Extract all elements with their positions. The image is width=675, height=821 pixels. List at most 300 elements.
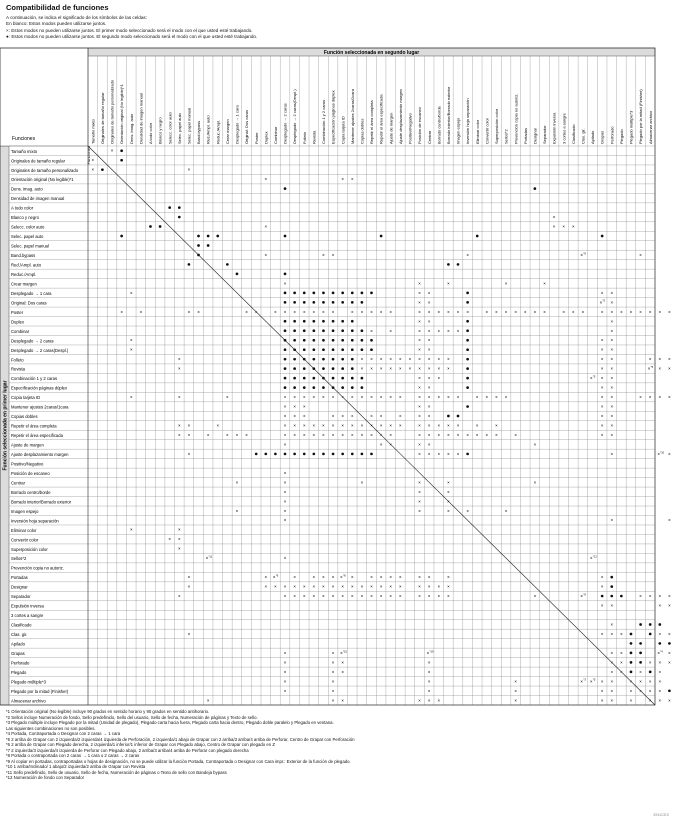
cell-dot-mark <box>466 301 469 304</box>
cell-dot-mark <box>639 652 642 655</box>
cell-x-mark: × <box>427 337 431 343</box>
cell-x-mark: × <box>456 451 460 457</box>
cell-dot-mark <box>322 453 325 456</box>
cell-x-mark: × <box>293 584 296 590</box>
row-label: Selecc. color auto <box>11 224 45 230</box>
column-header: Combinar <box>272 126 278 144</box>
cell-dot-mark <box>658 642 661 645</box>
cell-x-mark: × <box>418 280 421 286</box>
cell-dot-mark <box>303 358 306 361</box>
cell-x-mark: × <box>610 659 614 665</box>
cell-x-mark: × <box>447 584 450 590</box>
cell-x-mark: × <box>331 584 335 590</box>
cell-dot-mark <box>610 585 613 588</box>
cell-dot-mark <box>303 367 306 370</box>
cell-x-mark: × <box>648 593 652 599</box>
cell-x-mark: × <box>639 678 642 684</box>
row-label: Orientación original (No legible)*1 <box>11 177 74 183</box>
cell-x-mark: × <box>639 688 642 694</box>
cell-x-mark: × <box>187 423 191 428</box>
cell-x-mark: × <box>572 309 575 315</box>
cell-x-mark: × <box>178 394 181 400</box>
cell-x-mark: × <box>350 394 354 400</box>
cell-x-mark: × <box>658 394 662 400</box>
cell-x-mark: × <box>590 678 593 684</box>
cell-x-mark: × <box>447 489 450 495</box>
cell-x-mark: × <box>437 432 441 438</box>
cell-x-mark: × <box>639 252 642 258</box>
cell-x-mark: × <box>331 432 335 438</box>
cell-dot-mark <box>284 377 287 380</box>
cell-footnote-ref: *11 <box>208 555 213 559</box>
cell-dot-mark <box>159 225 162 228</box>
cell-dot-mark <box>351 348 354 351</box>
cell-x-mark: × <box>610 650 614 656</box>
cell-x-mark: × <box>370 394 373 400</box>
cell-x-mark: × <box>379 574 383 580</box>
cell-x-mark: × <box>427 318 431 324</box>
cell-x-mark: × <box>110 148 114 154</box>
cell-x-mark: × <box>610 290 614 296</box>
cell-x-mark: × <box>658 669 662 675</box>
cell-dot-mark <box>120 235 123 238</box>
cell-dot-mark <box>351 367 354 370</box>
cell-x-mark: × <box>379 584 383 590</box>
column-header: Inversión hoja separación <box>465 98 471 144</box>
cell-x-mark: × <box>178 536 181 542</box>
cell-x-mark: × <box>370 593 373 599</box>
cell-dot-mark <box>361 453 364 456</box>
cell-x-mark: × <box>283 309 287 315</box>
row-label: Grapas <box>11 650 25 656</box>
cell-x-mark: × <box>418 508 421 514</box>
cell-x-mark: × <box>418 423 421 428</box>
cell-x-mark: × <box>360 593 364 599</box>
cell-x-mark: × <box>668 631 671 637</box>
cell-dot-mark <box>293 339 296 342</box>
cell-x-mark: × <box>610 603 614 609</box>
cell-dot-mark <box>630 633 633 636</box>
row-label: Repetir el área especificada <box>11 433 63 439</box>
cell-dot-mark <box>341 367 344 370</box>
cell-x-mark: × <box>600 688 604 694</box>
cell-x-mark: × <box>264 584 268 590</box>
row-label: Especificación páginas dúplex <box>11 385 68 391</box>
row-label: Revista <box>11 366 25 372</box>
cell-x-mark: × <box>600 584 604 590</box>
cell-dot-mark <box>476 235 479 238</box>
cell-x-mark: × <box>581 309 585 315</box>
cell-x-mark: × <box>552 224 556 230</box>
cell-x-mark: × <box>331 697 335 703</box>
cell-x-mark: × <box>447 423 450 428</box>
cell-x-mark: × <box>447 366 450 372</box>
cell-x-mark: × <box>331 593 335 599</box>
cell-x-mark: × <box>610 423 614 428</box>
column-header: Duplex <box>263 131 269 144</box>
row-label: Imagen espejo <box>11 508 39 514</box>
row-label: Clasificado <box>11 622 32 628</box>
cell-x-mark: × <box>129 394 133 400</box>
cell-x-mark: × <box>427 451 431 457</box>
cell-x-mark: × <box>610 621 614 627</box>
cell-x-mark: × <box>599 299 603 305</box>
cell-x-mark: × <box>437 356 441 362</box>
column-header: Especificación páginas dúplex <box>330 90 336 144</box>
cell-dot-mark <box>341 301 344 304</box>
cell-x-mark: × <box>331 659 335 665</box>
column-header: Orientación original (No legible)*1 <box>119 84 125 144</box>
cell-dot-mark <box>284 367 287 370</box>
cell-x-mark: × <box>668 697 671 703</box>
cell-x-mark: × <box>533 309 537 315</box>
cell-dot-mark <box>370 339 373 342</box>
cell-dot-mark <box>601 595 604 598</box>
cell-footnote-ref: *10 <box>429 650 434 654</box>
cell-x-mark: × <box>427 659 431 665</box>
cell-x-mark: × <box>504 280 508 286</box>
footnote: Las siguientes combinaciones no son posibles. <box>6 725 96 731</box>
cell-x-mark: × <box>485 394 489 400</box>
second-header-label: Función seleccionada en segundo lugar <box>323 50 420 56</box>
row-label: Inversión hoja separación <box>11 518 59 524</box>
cell-x-mark: × <box>639 593 642 599</box>
row-label: Eliminar color <box>11 527 37 533</box>
cell-dot-mark <box>293 292 296 295</box>
cell-x-mark: × <box>360 394 364 400</box>
cell-x-mark: × <box>399 394 402 400</box>
cell-dot-mark <box>639 623 642 626</box>
cell-x-mark: × <box>523 309 527 315</box>
cell-x-mark: × <box>187 584 191 590</box>
intro-line: ×: Estos modos no pueden utilizarse juntos. El primer modo seleccionado será el modo con el que usted esté trabajando. <box>6 27 253 33</box>
cell-x-mark: × <box>620 309 623 315</box>
cell-x-mark: × <box>283 659 287 665</box>
cell-x-mark: × <box>340 650 343 656</box>
cell-x-mark: × <box>668 650 671 656</box>
corner-cell <box>0 48 88 146</box>
row-label: Band.bypass <box>11 253 36 259</box>
cell-dot-mark <box>284 320 287 323</box>
column-header: Red./Ampl. auto <box>205 115 211 144</box>
footnote: *10 1 arriba/Inclinado/ 1 abajo/2 izquierda/2 arriba de Grapar con Revista <box>6 764 146 769</box>
cell-dot-mark <box>351 329 354 332</box>
cell-dot-mark <box>341 320 344 323</box>
column-header: Repetir el área completa <box>369 100 375 144</box>
cell-x-mark: × <box>475 423 479 428</box>
cell-x-mark: × <box>447 328 450 334</box>
cell-x-mark: × <box>610 328 614 334</box>
cell-x-mark: × <box>360 584 364 590</box>
cell-x-mark: × <box>283 498 287 504</box>
cell-x-mark: × <box>129 527 133 533</box>
cell-x-mark: × <box>350 574 354 580</box>
cell-dot-mark <box>312 367 315 370</box>
cell-x-mark: × <box>283 479 287 485</box>
cell-x-mark: × <box>648 356 652 362</box>
row-label: Densidad de imagen manual <box>11 196 65 202</box>
cell-x-mark: × <box>514 309 517 315</box>
column-header: Prevención copia no autoriz. <box>513 93 519 144</box>
cell-x-mark: × <box>610 337 614 343</box>
cell-x-mark: × <box>600 375 604 381</box>
cell-x-mark: × <box>389 423 393 428</box>
footnote: *6 2 arriba de Grapar con Plegado derecha, 2 izquierda/1 inferior/1 inferior de Grapar con Plegado abajo, Centro de Grapar con plegado en Z <box>6 742 275 747</box>
cell-x-mark: × <box>418 479 421 485</box>
cell-x-mark: × <box>657 650 660 656</box>
footnote: *12 Numeración de fondo con Separador <box>6 775 85 780</box>
column-header: Copia tarjeta ID <box>340 116 346 144</box>
cell-x-mark: × <box>418 337 421 343</box>
cell-x-mark: × <box>293 309 296 315</box>
cell-dot-mark <box>466 329 469 332</box>
cell-x-mark: × <box>668 366 671 372</box>
intro-line: En blanco: Estos modos pueden utilizarse juntos. <box>6 21 107 27</box>
cell-x-mark: × <box>418 366 421 372</box>
cell-dot-mark <box>341 358 344 361</box>
column-header: Band.bypass <box>196 120 202 144</box>
cell-x-mark: × <box>427 697 431 703</box>
cell-x-mark: × <box>668 356 671 362</box>
cell-x-mark: × <box>437 328 441 334</box>
row-label: Combinar <box>11 328 30 334</box>
cell-x-mark: × <box>447 432 450 438</box>
cell-dot-mark <box>207 244 210 247</box>
cell-footnote-ref: *5 <box>602 299 605 303</box>
cell-dot-mark <box>236 273 239 276</box>
cell-x-mark: × <box>620 631 623 637</box>
row-label: Centrar <box>11 480 25 486</box>
row-label: Borrado interior/Borrado exterior <box>11 499 72 505</box>
cell-x-mark: × <box>447 508 450 514</box>
row-label: Dens. imag. auto <box>11 186 43 192</box>
cell-x-mark: × <box>495 432 498 438</box>
cell-x-mark: × <box>658 366 662 372</box>
row-label: Copia tarjeta ID <box>11 395 41 401</box>
cell-dot-mark <box>303 339 306 342</box>
cell-dot-mark <box>351 301 354 304</box>
cell-x-mark: × <box>293 394 296 400</box>
cell-x-mark: × <box>610 432 614 438</box>
cell-x-mark: × <box>91 167 95 173</box>
cell-footnote-ref: *4 <box>660 650 663 654</box>
cell-dot-mark <box>370 453 373 456</box>
cell-dot-mark <box>361 348 364 351</box>
cell-dot-mark <box>620 595 623 598</box>
cell-dot-mark <box>649 623 652 626</box>
cell-x-mark: × <box>302 432 306 438</box>
cell-x-mark: × <box>600 366 604 372</box>
cell-x-mark: × <box>658 603 662 609</box>
cell-footnote-ref: *5 <box>592 375 596 379</box>
column-header: Blanco y negro <box>157 117 163 144</box>
cell-x-mark: × <box>648 659 652 665</box>
row-label: Tamaño mixto <box>11 148 38 154</box>
cell-x-mark: × <box>178 432 181 438</box>
column-header: Borrado interior/Borrado exterior <box>445 86 451 144</box>
cell-x-mark: × <box>312 593 316 599</box>
cell-x-mark: × <box>379 432 383 438</box>
cell-x-mark: × <box>408 356 412 362</box>
cell-x-mark: × <box>389 394 393 400</box>
footnotes <box>6 709 355 781</box>
column-header: Positivo/Negativo <box>407 113 413 144</box>
cell-dot-mark <box>322 386 325 389</box>
cell-x-mark: × <box>668 451 671 457</box>
cell-dot-mark <box>293 320 296 323</box>
cell-x-mark: × <box>418 697 421 703</box>
cell-x-mark: × <box>168 536 171 542</box>
cell-x-mark: × <box>322 394 325 400</box>
cell-x-mark: × <box>312 394 316 400</box>
cell-x-mark: × <box>187 309 191 315</box>
row-label: Plegado por la mitad (Finisher) <box>11 688 69 694</box>
cell-x-mark: × <box>302 309 306 315</box>
cell-x-mark: × <box>427 385 431 391</box>
cell-x-mark: × <box>533 441 537 447</box>
cell-x-mark: × <box>178 423 181 428</box>
cell-dot-mark <box>284 386 287 389</box>
cell-x-mark: × <box>590 555 593 561</box>
cell-dot-mark <box>312 329 315 332</box>
cell-x-mark: × <box>447 309 450 315</box>
cell-x-mark: × <box>514 688 517 694</box>
cell-x-mark: × <box>426 650 430 656</box>
cell-x-mark: × <box>447 574 450 580</box>
column-header: Desplegado → 2 caras(Despl.) <box>292 89 298 144</box>
cell-x-mark: × <box>322 423 325 428</box>
cell-dot-mark <box>466 386 469 389</box>
cell-x-mark: × <box>379 441 383 447</box>
cell-x-mark: × <box>456 432 460 438</box>
cell-x-mark: × <box>533 593 537 599</box>
cell-x-mark: × <box>437 394 441 400</box>
cell-dot-mark <box>341 339 344 342</box>
cell-x-mark: × <box>293 404 296 410</box>
row-label: Crear margen <box>11 281 37 287</box>
cell-dot-mark <box>341 348 344 351</box>
cell-dot-mark <box>312 377 315 380</box>
cell-x-mark: × <box>341 697 344 703</box>
cell-x-mark: × <box>610 347 614 353</box>
cell-x-mark: × <box>610 678 614 684</box>
cell-x-mark: × <box>668 593 671 599</box>
cell-x-mark: × <box>427 366 431 372</box>
cell-x-mark: × <box>600 394 604 400</box>
cell-dot-mark <box>322 320 325 323</box>
column-header: Portadas <box>522 127 528 144</box>
cell-x-mark: × <box>657 451 660 457</box>
cell-x-mark: × <box>418 394 421 400</box>
cell-x-mark: × <box>226 394 229 400</box>
row-label: Reduc./Ampl. <box>11 271 37 277</box>
cell-x-mark: × <box>620 669 623 675</box>
column-header: Mantener ajustes 2caras/1cara <box>349 89 355 144</box>
cell-x-mark: × <box>504 309 508 315</box>
column-header: Poster <box>253 132 259 144</box>
cell-x-mark: × <box>580 678 584 684</box>
cell-dot-mark <box>351 320 354 323</box>
column-header: Ajuste desplazamiento margen <box>397 89 403 144</box>
footnote: *7 2 izquierda/3 izquierda/4 izquierda de Perforar con Plegado abajo, 2 arriba/3 arriba/4 arriba de Perforar con plegado derecha <box>6 747 249 753</box>
cell-x-mark: × <box>302 413 306 419</box>
cell-dot-mark <box>312 453 315 456</box>
cell-dot-mark <box>284 453 287 456</box>
cell-x-mark: × <box>341 593 344 599</box>
cell-x-mark: × <box>283 517 287 523</box>
cell-x-mark: × <box>302 423 306 428</box>
cell-x-mark: × <box>264 574 268 580</box>
cell-dot-mark <box>630 670 633 673</box>
cell-dot-mark <box>293 329 296 332</box>
cell-dot-mark <box>197 235 200 238</box>
cell-x-mark: × <box>427 299 431 305</box>
cell-x-mark: × <box>418 413 421 419</box>
cell-dot-mark <box>284 273 287 276</box>
cell-dot-mark <box>361 329 364 332</box>
cell-dot-mark <box>293 301 296 304</box>
cell-x-mark: × <box>475 432 479 438</box>
cell-dot-mark <box>332 320 335 323</box>
cell-x-mark: × <box>293 432 296 438</box>
cell-x-mark: × <box>283 669 287 675</box>
cell-dot-mark <box>332 453 335 456</box>
cell-dot-mark <box>149 225 152 228</box>
footnote: *3 Plegado múltiple incluye Plegado por la mitad (Unidad de plegado), Plegado carta hacia fuera, Plegado carta hacia dentro, Plegado doble paralelo y Plegado en ventana. <box>6 720 334 725</box>
cell-x-mark: × <box>341 176 344 182</box>
cell-x-mark: × <box>466 252 469 258</box>
cell-x-mark: × <box>283 423 287 428</box>
cell-dot-mark <box>361 292 364 295</box>
cell-x-mark: × <box>283 489 287 495</box>
cell-x-mark: × <box>341 432 344 438</box>
cell-x-mark: × <box>302 593 306 599</box>
cell-x-mark: × <box>312 574 316 580</box>
cell-x-mark: × <box>283 584 287 590</box>
cell-dot-mark <box>658 623 661 626</box>
column-header: Originales de tamaño regular <box>100 92 106 144</box>
cell-dot-mark <box>610 595 613 598</box>
cell-x-mark: × <box>264 176 268 182</box>
cell-dot-mark <box>351 386 354 389</box>
row-label: Separador <box>11 594 31 600</box>
cell-dot-mark <box>332 358 335 361</box>
cell-x-mark: × <box>322 252 325 258</box>
cell-x-mark: × <box>610 309 614 315</box>
footnote: *1 Orientación original (No legible) incluye 90 grados en sentido horario y 90 grados en sentido antihorario. <box>6 709 210 714</box>
cell-x-mark: × <box>629 697 633 703</box>
cell-dot-mark <box>466 348 469 351</box>
cell-dot-mark <box>322 329 325 332</box>
cell-dot-mark <box>322 348 325 351</box>
cell-x-mark: × <box>389 432 393 438</box>
cell-dot-mark <box>197 244 200 247</box>
cell-x-mark: × <box>447 451 450 457</box>
column-header: Centrar <box>426 130 432 144</box>
cell-x-mark: × <box>427 356 431 362</box>
cell-dot-mark <box>341 453 344 456</box>
cell-x-mark: × <box>91 157 95 163</box>
cell-x-mark: × <box>283 441 287 447</box>
cell-x-mark: × <box>418 318 421 324</box>
cell-x-mark: × <box>331 423 335 428</box>
cell-x-mark: × <box>418 375 421 381</box>
cell-x-mark: × <box>610 688 614 694</box>
cell-dot-mark <box>341 292 344 295</box>
cell-x-mark: × <box>370 328 373 334</box>
cell-x-mark: × <box>590 375 593 381</box>
cell-x-mark: × <box>302 404 306 410</box>
